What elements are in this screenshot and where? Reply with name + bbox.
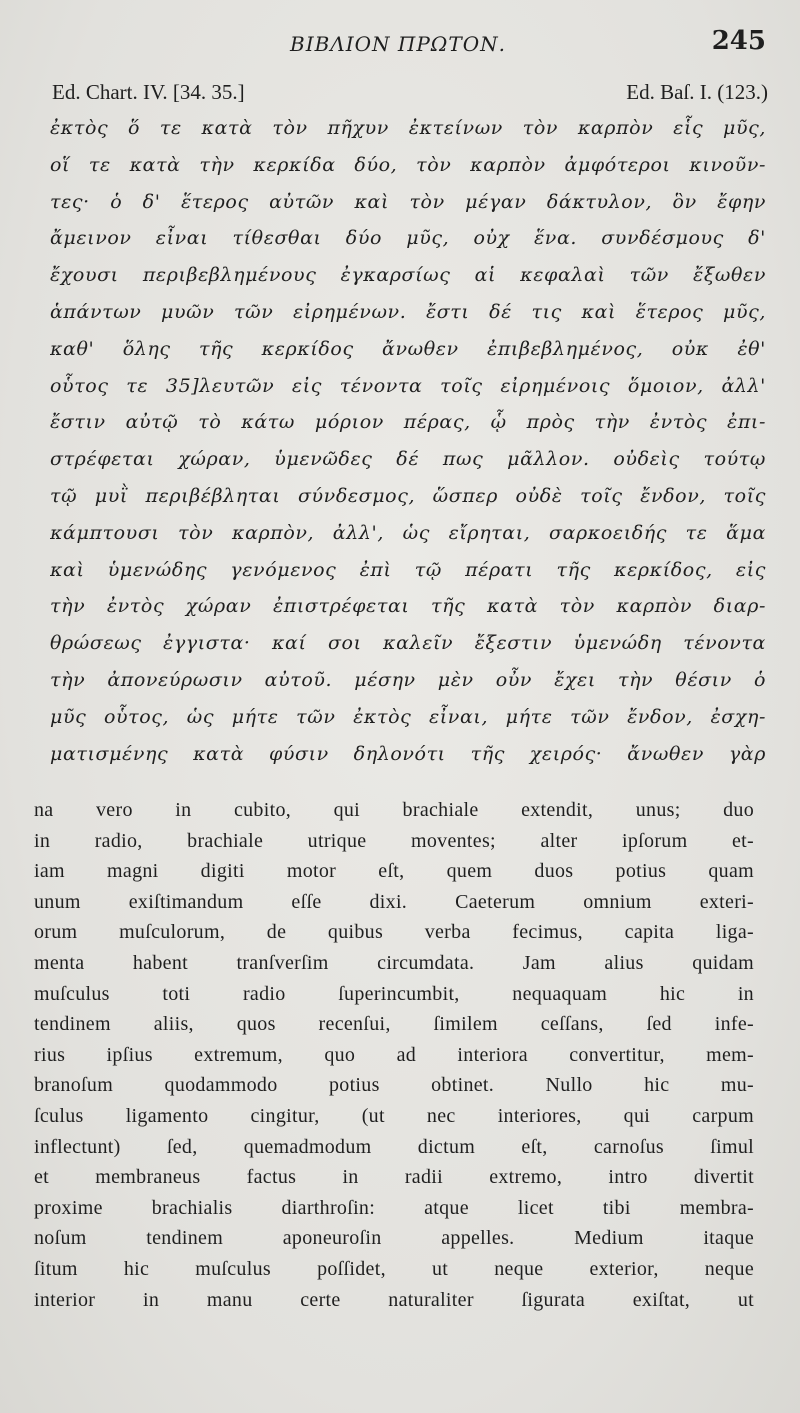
latin-text-line: interior in manu certe naturaliter ſigurata exiſtat, ut [34, 1288, 754, 1311]
greek-text-line: οὗτος τε 35]λευτῶν εἰς τένοντα τοῖς εἰρημένοις ὅμοιον, ἀλλ' [50, 374, 766, 397]
latin-text-line: rius ipſius extremum, quo ad interiora convertitur, mem- [34, 1043, 754, 1066]
latin-text-line: ſitum hic muſculus poſſidet, ut neque exterior, neque [34, 1257, 754, 1280]
greek-text-block [50, 110, 766, 772]
greek-text-line: στρέφεται χώραν, ὑμενῶδες δέ πως μᾶλλον. οὐδεὶς τούτῳ [50, 448, 766, 471]
latin-text-line: branoſum quodammodo potius obtinet. Nullo hic mu- [34, 1074, 754, 1097]
edition-references [52, 80, 768, 110]
latin-text-line: orum muſculorum, de quibus verba fecimus, capita liga- [34, 921, 754, 944]
latin-text-block [34, 795, 754, 1315]
greek-text-line: ματισμένης κατὰ φύσιν δηλονότι τῆς χειρός· ἄνωθεν γὰρ [50, 742, 766, 765]
latin-text-line: et membraneus factus in radii extremo, intro divertit [34, 1166, 754, 1189]
latin-text-line: inflectunt) ſed, quemadmodum dictum eſt, carnoſus ſimul [34, 1135, 754, 1158]
latin-text-line: noſum tendinem aponeuroſin appelles. Medium itaque [34, 1227, 754, 1250]
greek-text-line: ἁπάντων μυῶν τῶν εἰρημένων. ἔστι δέ τις καὶ ἕτερος μῦς, [50, 300, 766, 323]
running-title: ΒΙΒΛΙΟΝ ΠΡΩΤΟΝ. [290, 32, 506, 56]
latin-text-line: iam magni digiti motor eſt, quem duos potius quam [34, 860, 754, 883]
greek-text-line: ἄμεινον εἶναι τίθεσθαι δύο μῦς, οὐχ ἕνα. συνδέσμους δ' [50, 227, 766, 250]
greek-text-line: οἵ τε κατὰ τὴν κερκίδα δύο, τὸν καρπὸν ἀμφότεροι κινοῦν- [50, 153, 766, 176]
greek-text-line: τὴν ἀπονεύρωσιν αὐτοῦ. μέσην μὲν οὖν ἔχει τὴν θέσιν ὁ [50, 668, 766, 691]
greek-text-line: ἔχουσι περιβεβλημένους ἐγκαρσίως αἱ κεφαλαὶ τῶν ἔξωθεν [50, 264, 766, 287]
running-head [0, 26, 800, 66]
page-number: 245 [711, 26, 766, 56]
edition-chartier-reference: Ed. Chart. IV. [34. 35.] [52, 80, 245, 104]
latin-text-line: muſculus toti radio ſuperincumbit, nequaquam hic in [34, 982, 754, 1005]
latin-text-line: tendinem aliis, quos recenſui, ſimilem ceſſans, ſed infe- [34, 1013, 754, 1036]
greek-text-line: ἐκτὸς ὅ τε κατὰ τὸν πῆχυν ἐκτείνων τὸν καρπὸν εἷς μῦς, [50, 117, 766, 139]
greek-text-line: τῷ μυῒ περιβέβληται σύνδεσμος, ὥσπερ οὐδὲ τοῖς ἔνδον, τοῖς [50, 484, 766, 507]
greek-text-line: καὶ ὑμενώδης γενόμενος ἐπὶ τῷ πέρατι τῆς κερκίδος, εἰς [50, 558, 766, 581]
edition-basel-reference: Ed. Baſ. I. (123.) [626, 80, 768, 104]
latin-text-line: unum exiſtimandum eſſe dixi. Caeterum omnium exteri- [34, 890, 754, 913]
greek-text-line: τες· ὁ δ' ἕτερος αὐτῶν καὶ τὸν μέγαν δάκτυλον, ὃν ἔφην [50, 190, 766, 213]
greek-text-line: ἔστιν αὐτῷ τὸ κάτω μόριον πέρας, ᾧ πρὸς τὴν ἐντὸς ἐπι- [50, 411, 766, 434]
latin-text-line: na vero in cubito, qui brachiale extendit, unus; duo [34, 799, 754, 821]
greek-text-line: κάμπτουσι τὸν καρπὸν, ἀλλ', ὡς εἴρηται, σαρκοειδής τε ἅμα [50, 521, 766, 544]
latin-text-line: ſculus ligamento cingitur, (ut nec interiores, qui carpum [34, 1104, 754, 1127]
greek-text-line: τὴν ἐντὸς χώραν ἐπιστρέφεται τῆς κατὰ τὸν καρπὸν διαρ- [50, 595, 766, 618]
greek-text-line: μῦς οὗτος, ὡς μήτε τῶν ἐκτὸς εἶναι, μήτε τῶν ἔνδον, ἐσχη- [50, 705, 766, 728]
latin-text-line: menta habent tranſverſim circumdata. Jam alius quidam [34, 951, 754, 974]
greek-text-line: θρώσεως ἐγγιστα· καί σοι καλεῖν ἔξεστιν ὑμενώδη τένοντα [50, 632, 766, 655]
latin-text-line: proxime brachialis diarthroſin: atque licet tibi membra- [34, 1196, 754, 1219]
greek-text-line: καθ' ὅλης τῆς κερκίδος ἄνωθεν ἐπιβεβλημένος, οὐκ ἐθ' [50, 337, 766, 360]
latin-text-line: in radio, brachiale utrique moventes; alter ipſorum et- [34, 829, 754, 852]
